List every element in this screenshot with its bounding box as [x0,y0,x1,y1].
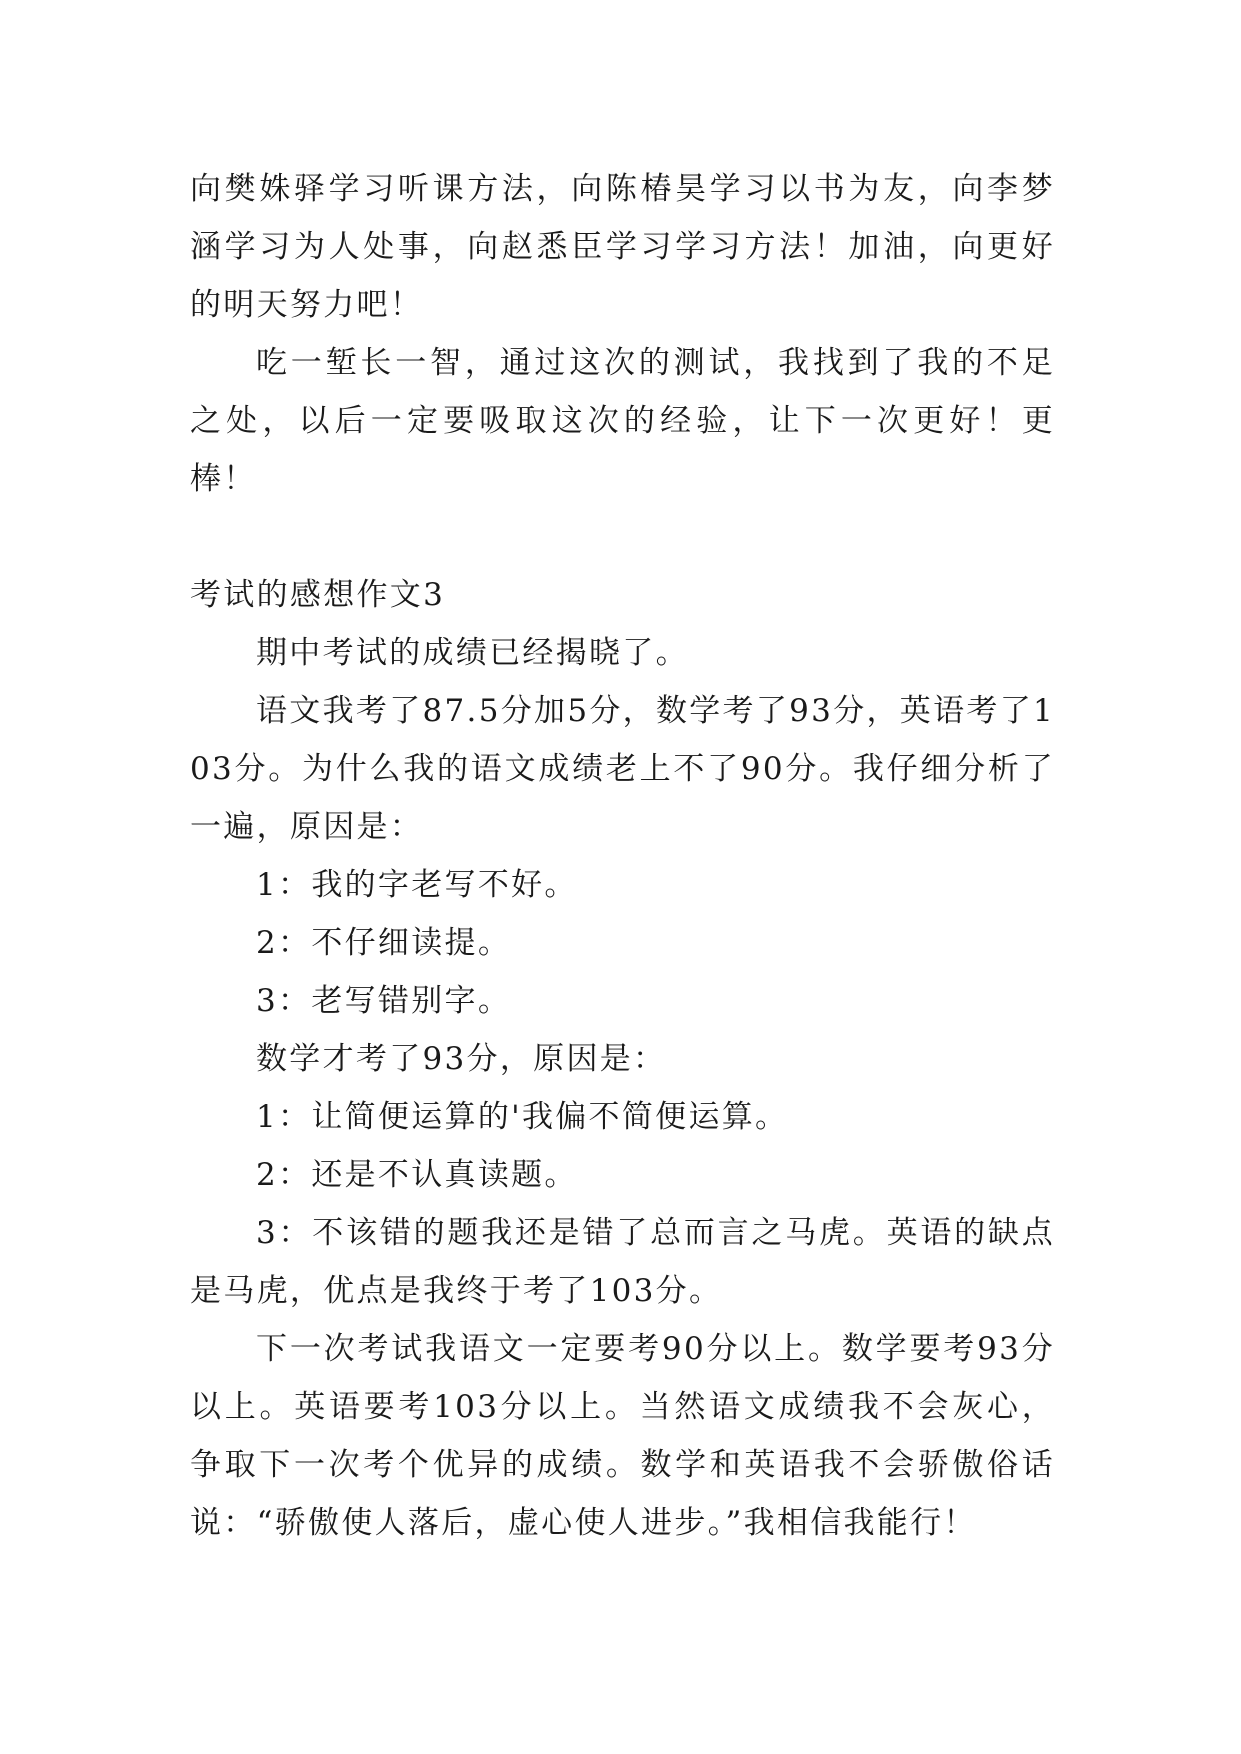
section-paragraph-10: 下一次考试我语文一定要考90分以上。数学要考93分以上。英语要考103分以上。当然语文成绩我不会灰心，争取下一次考个优异的成绩。数学和英语我不会骄傲俗话说：“骄傲使人落后，虚心使人进步。”我相信我能行！ [190,1331,1055,1541]
section-paragraph-8: 2：还是不认真读题。 [256,1157,578,1193]
section-paragraph-2: 语文我考了87.5分加5分，数学考了93分，英语考了103分。为什么我的语文成绩老上不了90分。我仔细分析了一遍，原因是： [190,693,1056,845]
paragraph-1: 向樊姝驿学习听课方法，向陈椿昊学习以书为友，向李梦涵学习为人处事，向赵悉臣学习学习方法！加油，向更好的明天努力吧！ [190,171,1055,323]
section-paragraph-9: 3：不该错的题我还是错了总而言之马虎。英语的缺点是马虎，优点是我终于考了103分。 [190,1215,1055,1309]
section-paragraph-7: 1：让简便运算的'我偏不简便运算。 [256,1099,789,1135]
section-paragraph-4: 2：不仔细读提。 [256,925,512,961]
document-body [190,160,1055,1552]
section-paragraph-1: 期中考试的成绩已经揭晓了。 [256,635,689,671]
section-paragraph-5: 3：老写错别字。 [256,983,512,1019]
section-title: 考试的感想作文3 [190,577,446,613]
paragraph-2: 吃一堑长一智，通过这次的测试，我找到了我的不足之处，以后一定要吸取这次的经验，让下一次更好！更棒！ [190,345,1055,497]
section-paragraph-3: 1：我的字老写不好。 [256,867,578,903]
section-paragraph-6: 数学才考了93分，原因是： [256,1041,667,1077]
